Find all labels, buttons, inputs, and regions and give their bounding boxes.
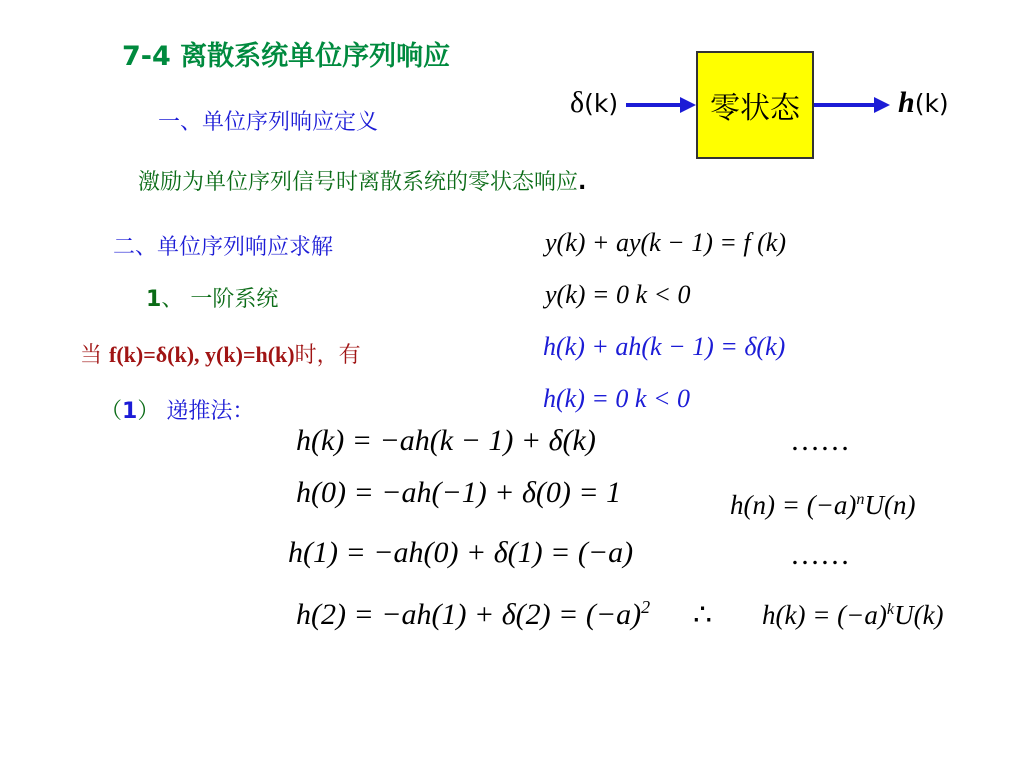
slide-title: 7-4 离散系统单位序列响应	[122, 41, 451, 72]
definition-body: 激励为单位序列信号时离散系统的零状态响应	[138, 170, 579, 195]
recursion-equation-k2	[296, 598, 650, 632]
h-symbol: h	[898, 86, 915, 119]
first-order-sep: 、	[161, 287, 184, 312]
method-number: 1	[122, 399, 138, 424]
condition-suffix: 时，有	[294, 343, 361, 368]
general-k-exponent: k	[886, 600, 895, 618]
condition-line	[80, 338, 361, 369]
difference-equation: y(k) + ay(k − 1) = f (k)	[545, 228, 787, 257]
ellipsis-top: ……	[790, 424, 850, 457]
definition-period: .	[578, 170, 587, 195]
recursion-equation-k0: h(0) = −ah(−1) + δ(0) = 1	[296, 476, 622, 509]
general-k-tail: U(k)	[894, 600, 944, 630]
first-order-label: 一阶系统	[183, 287, 279, 312]
condition-expression: f(k)=δ(k), y(k)=h(k)	[109, 342, 295, 367]
method-heading	[100, 394, 254, 425]
delta-symbol: δ	[570, 86, 585, 119]
ellipsis-bottom: ……	[790, 538, 850, 571]
diagram-output-label	[898, 85, 949, 120]
general-solution-k	[762, 600, 944, 631]
general-n-body: h(n) = (−a)	[730, 490, 857, 520]
method-label: 递推法：	[159, 399, 255, 424]
output-argument: (k)	[914, 89, 949, 118]
definition-text	[138, 165, 586, 196]
section-heading-definition: 一、单位序列响应定义	[158, 110, 379, 135]
input-argument: (k)	[584, 89, 619, 118]
input-arrow-icon	[626, 95, 696, 115]
first-order-number: 1	[146, 287, 162, 312]
therefore-symbol: ∴	[693, 599, 713, 632]
unit-response-equation: h(k) + ah(k − 1) = δ(k)	[543, 332, 786, 361]
general-n-exponent: n	[856, 490, 865, 508]
section-heading-solution: 二、单位序列响应求解	[113, 235, 334, 260]
diagram-input-label	[570, 85, 618, 120]
recursion-equation-k1: h(1) = −ah(0) + δ(1) = (−a)	[288, 536, 634, 569]
recursion-equation-general: h(k) = −ah(k − 1) + δ(k)	[296, 424, 596, 457]
initial-rest-condition: y(k) = 0 k < 0	[545, 280, 691, 309]
output-arrow-icon	[814, 95, 890, 115]
recursion-k2-exponent: 2	[641, 597, 651, 617]
unit-response-initial-condition: h(k) = 0 k < 0	[543, 384, 690, 413]
block-diagram	[560, 45, 960, 165]
method-close-paren: ）	[137, 399, 160, 424]
zero-state-box: 零状态	[696, 51, 814, 159]
general-solution-n	[730, 490, 915, 521]
general-k-body: h(k) = (−a)	[762, 600, 887, 630]
condition-prefix: 当	[80, 343, 109, 368]
recursion-k2-body: h(2) = −ah(1) + δ(2) = (−a)	[296, 598, 642, 631]
general-n-tail: U(n)	[864, 490, 916, 520]
method-open-paren: （	[100, 399, 123, 424]
first-order-heading	[146, 282, 278, 313]
